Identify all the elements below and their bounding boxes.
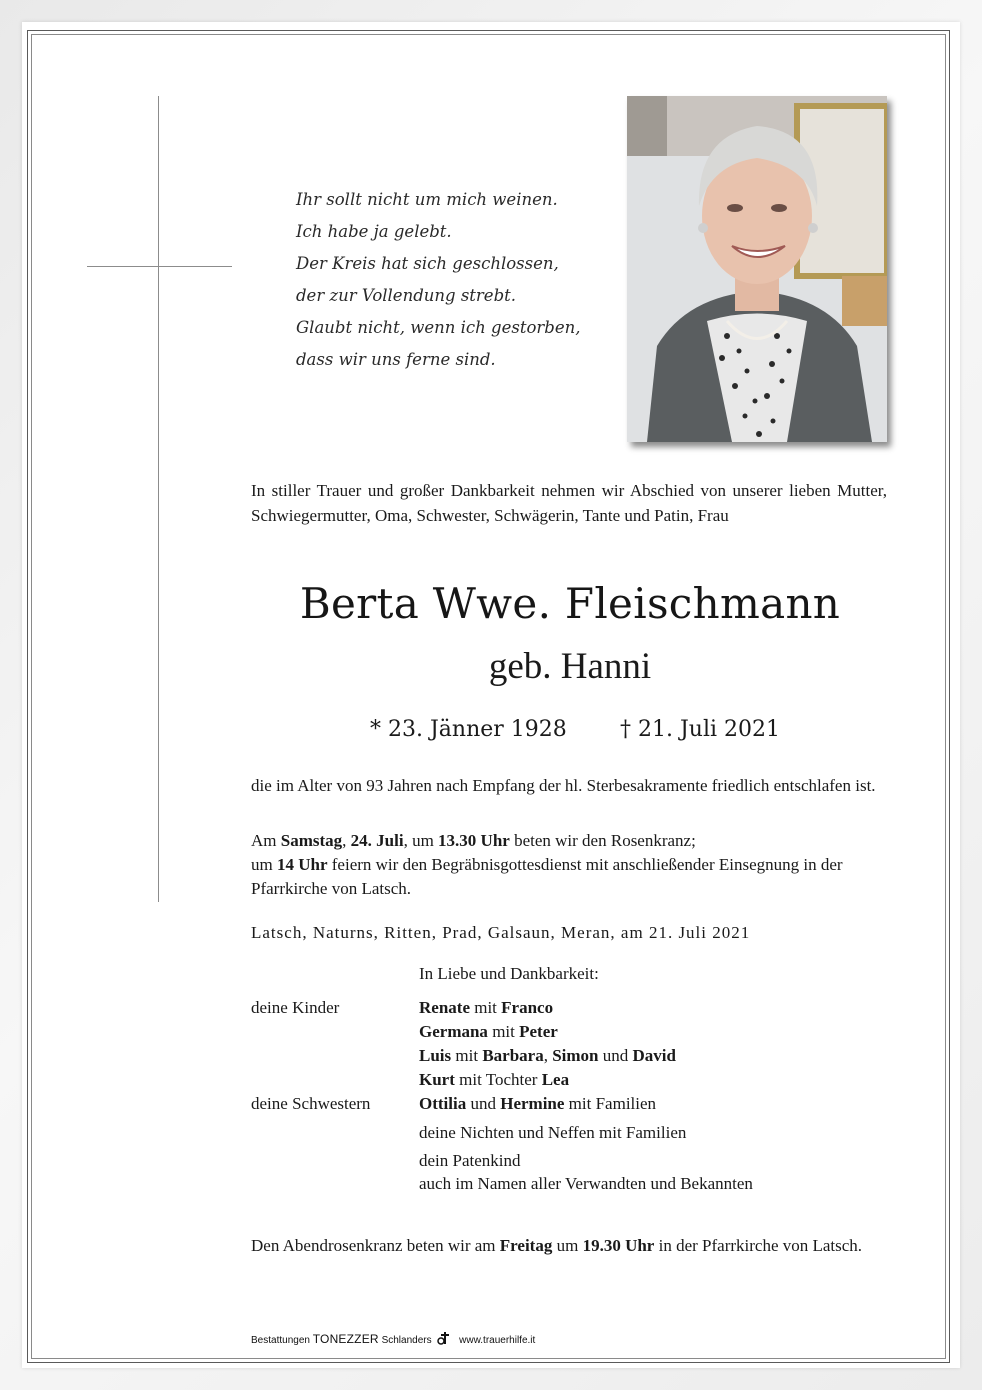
trauerhilfe-logo-icon bbox=[437, 1331, 453, 1350]
rosary-time: 13.30 Uhr bbox=[438, 831, 510, 850]
poem-line: Ich habe ja gelebt. bbox=[296, 222, 452, 241]
poem-line: der zur Vollendung strebt. bbox=[296, 286, 517, 305]
service-date: 24. Juli bbox=[350, 831, 404, 850]
footer-brand: TONEZZER bbox=[312, 1332, 379, 1347]
poem-line: Ihr sollt nicht um mich weinen. bbox=[296, 190, 558, 209]
footer-url[interactable]: www.trauerhilfe.it bbox=[459, 1335, 536, 1347]
death-date: † 21. Juli 2021 bbox=[620, 717, 781, 742]
service-day: Samstag bbox=[280, 831, 343, 850]
mourners-heading: In Liebe und Dankbarkeit: bbox=[419, 964, 599, 983]
poem-line: Glaubt nicht, wenn ich gestorben, bbox=[296, 318, 581, 337]
children-label: deine Kinder bbox=[251, 998, 340, 1017]
poem-line: dass wir uns ferne sind. bbox=[296, 350, 496, 369]
intro-text: In stiller Trauer und großer Dankbarkeit nehmen wir Abschied von unserer lieben Mutter, Schwiegermutter, Oma, Schwester, Schwägerin, Tante und Patin, Frau bbox=[251, 481, 887, 525]
poem bbox=[296, 184, 596, 376]
birth-date: * 23. Jänner 1928 bbox=[370, 717, 567, 742]
evening-rosary-text: Den Abendrosenkranz beten wir am Freitag um 19.30 Uhr in der Pfarrkirche von Latsch. bbox=[251, 1236, 863, 1255]
mourner-line: Luis mit Barbara, Simon und David bbox=[419, 1046, 676, 1065]
portrait-photo bbox=[627, 96, 887, 442]
cross-horizontal-line bbox=[87, 266, 232, 267]
mourner-line: dein Patenkind bbox=[419, 1151, 521, 1170]
deceased-name: Berta Wwe. Fleischmann bbox=[299, 579, 841, 628]
funeral-home-footer bbox=[251, 1331, 535, 1350]
footer-town: Schlanders bbox=[381, 1335, 432, 1347]
mourner-line: Ottilia und Hermine mit Familien bbox=[419, 1094, 657, 1113]
service-text: Am Samstag, 24. Juli, um 13.30 Uhr beten wir den Rosenkranz; um 14 Uhr feiern wir den Begräbnisgottesdienst mit anschließender Einsegnung in der Pfarrkirche von Latsch. bbox=[251, 831, 843, 898]
mourner-line: auch im Namen aller Verwandten und Bekannten bbox=[419, 1174, 753, 1193]
mourner-line: Kurt mit Tochter Lea bbox=[419, 1070, 570, 1089]
sisters-label: deine Schwestern bbox=[251, 1094, 371, 1113]
mourner-line: Renate mit Franco bbox=[419, 998, 554, 1017]
mourner-line: deine Nichten und Neffen mit Familien bbox=[419, 1123, 687, 1142]
cross-vertical-line bbox=[158, 96, 159, 902]
maiden-name: geb. Hanni bbox=[488, 646, 652, 687]
portrait-illustration bbox=[627, 96, 887, 442]
funeral-time: 14 Uhr bbox=[276, 855, 328, 874]
age-text: die im Alter von 93 Jahren nach Empfang der hl. Sterbesakramente friedlich entschlafen ist. bbox=[251, 776, 876, 795]
poem-line: Der Kreis hat sich geschlossen, bbox=[296, 254, 559, 273]
footer-prefix: Bestattungen bbox=[251, 1335, 310, 1347]
mourner-line: Germana mit Peter bbox=[419, 1022, 558, 1041]
place-date: Latsch, Naturns, Ritten, Prad, Galsaun, Meran, am 21. Juli 2021 bbox=[251, 923, 751, 942]
